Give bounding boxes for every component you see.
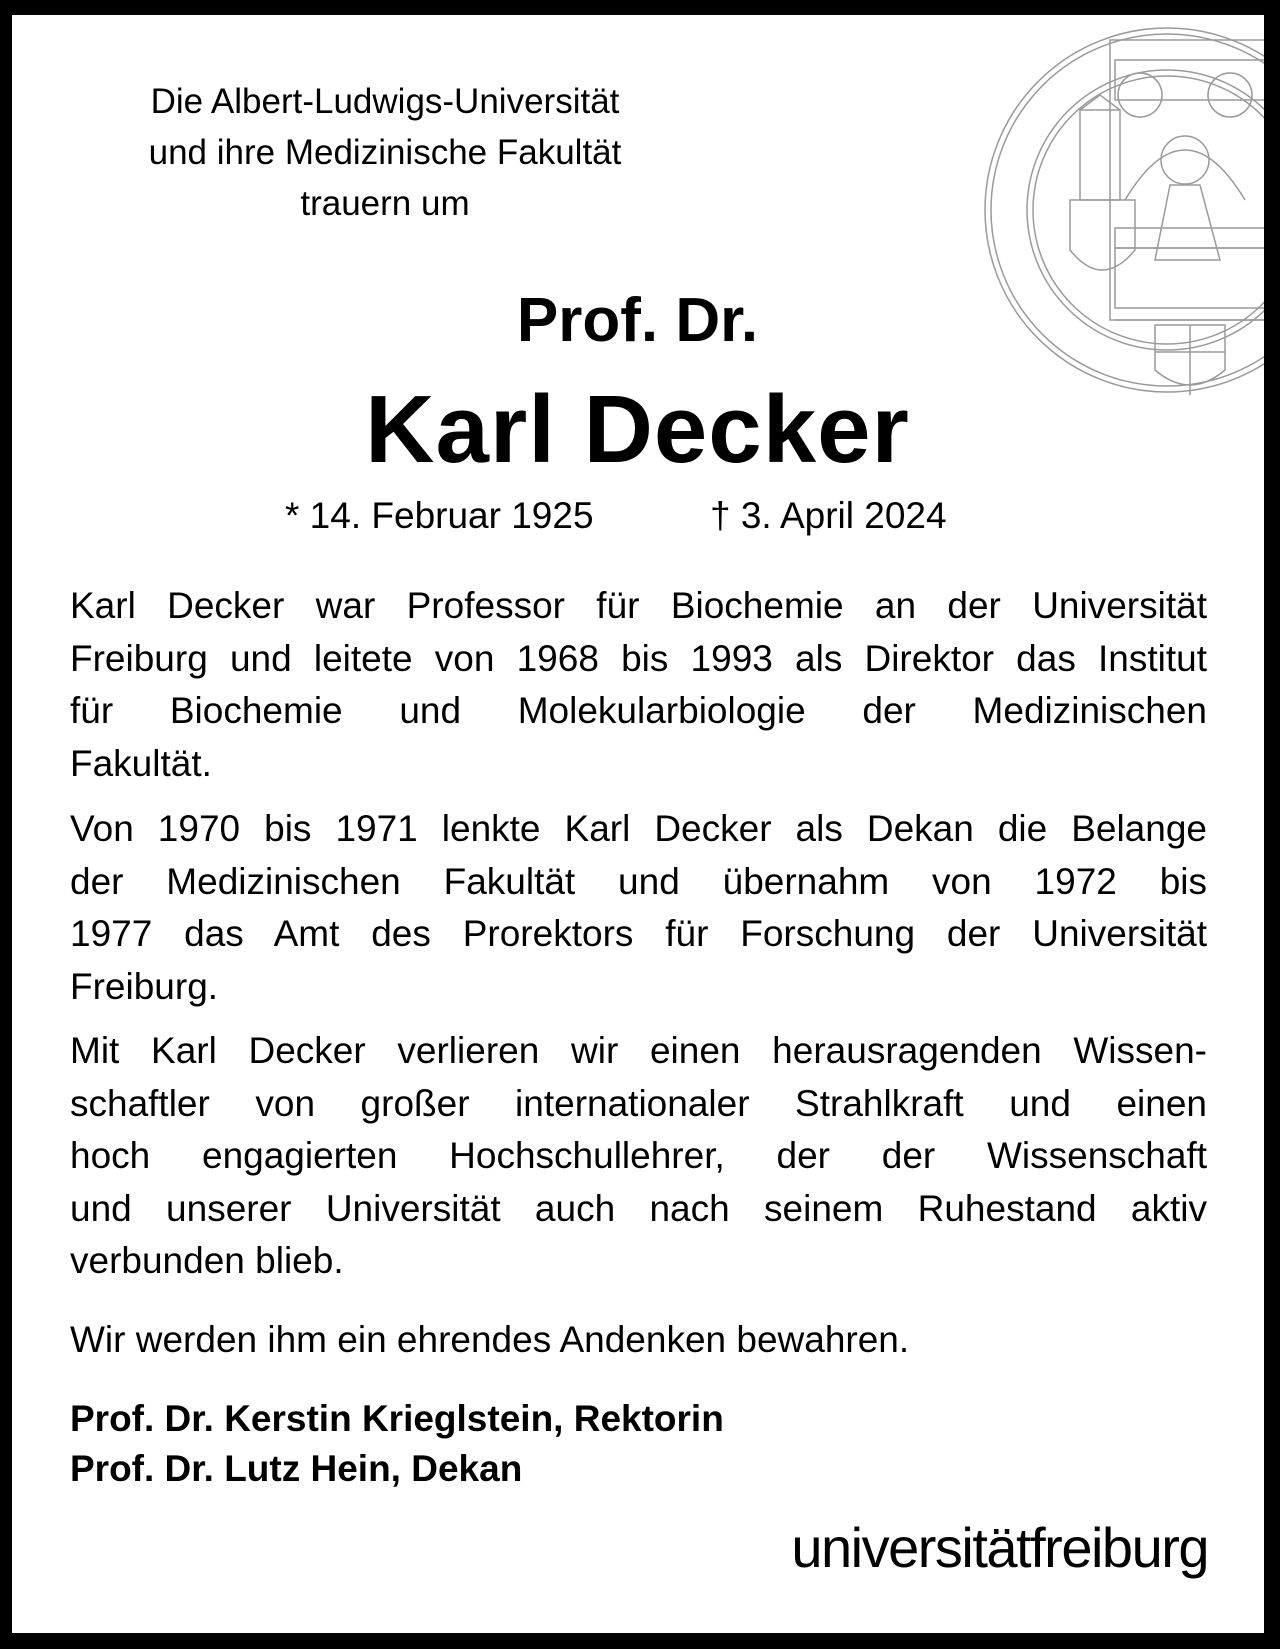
text-line: 1977 das Amt des Prorektors für Forschung der Universität [70, 913, 1207, 954]
text-line: verbunden blieb. [70, 1240, 344, 1281]
text-line: für Biochemie und Molekularbiologie der Medizinischen [70, 690, 1207, 731]
signature-dean: Prof. Dr. Lutz Hein, Dekan [70, 1448, 523, 1489]
header-line: Die Albert-Ludwigs-Universität [150, 82, 620, 121]
logo-part-universitaet: universität [791, 1516, 1031, 1579]
birth-date: * 14. Februar 1925 [285, 495, 594, 536]
text-line: Freiburg. [70, 965, 219, 1007]
text-line: Freiburg und leitete von 1968 bis 1993 als Direktor das Institut [70, 637, 1207, 679]
mourning-header [60, 76, 710, 229]
academic-title: Prof. Dr. [516, 286, 759, 355]
text-line: und unserer Universität auch nach seinem Ruhestand aktiv [70, 1187, 1207, 1229]
text-line: Karl Decker war Professor für Biochemie an der Universität [70, 585, 1207, 626]
paragraph-remembrance [70, 1314, 1207, 1367]
signature-rector: Prof. Dr. Kerstin Krieglstein, Rektorin [70, 1398, 724, 1439]
header-line: trauern um [300, 184, 470, 223]
paragraph-dean [70, 803, 1207, 1013]
text-line: Von 1970 bis 1971 lenkte Karl Decker als Dekan die Belange [70, 808, 1207, 849]
text-line: Wir werden ihm ein ehrendes Andenken bewahren. [70, 1319, 910, 1360]
text-line: schaftler von großer internationaler Strahlkraft und einen [70, 1082, 1207, 1124]
logo-part-freiburg: freiburg [1030, 1516, 1208, 1579]
text-line: der Medizinischen Fakultät und übernahm von 1972 bis [70, 860, 1207, 902]
paragraph-tribute [70, 1025, 1207, 1288]
text-line: Mit Karl Decker verlieren wir einen herausragenden Wissen- [70, 1030, 1207, 1071]
deceased-name: Karl Decker [365, 376, 910, 483]
death-date: † 3. April 2024 [710, 495, 947, 536]
text-line: Fakultät. [70, 742, 212, 784]
university-seal [975, 0, 1265, 420]
paragraph-career [70, 580, 1207, 790]
header-line: und ihre Medizinische Fakultät [148, 133, 622, 172]
university-logo [791, 1515, 1208, 1580]
text-line: hoch engagierten Hochschullehrer, der der Wissenschaft [70, 1135, 1207, 1176]
